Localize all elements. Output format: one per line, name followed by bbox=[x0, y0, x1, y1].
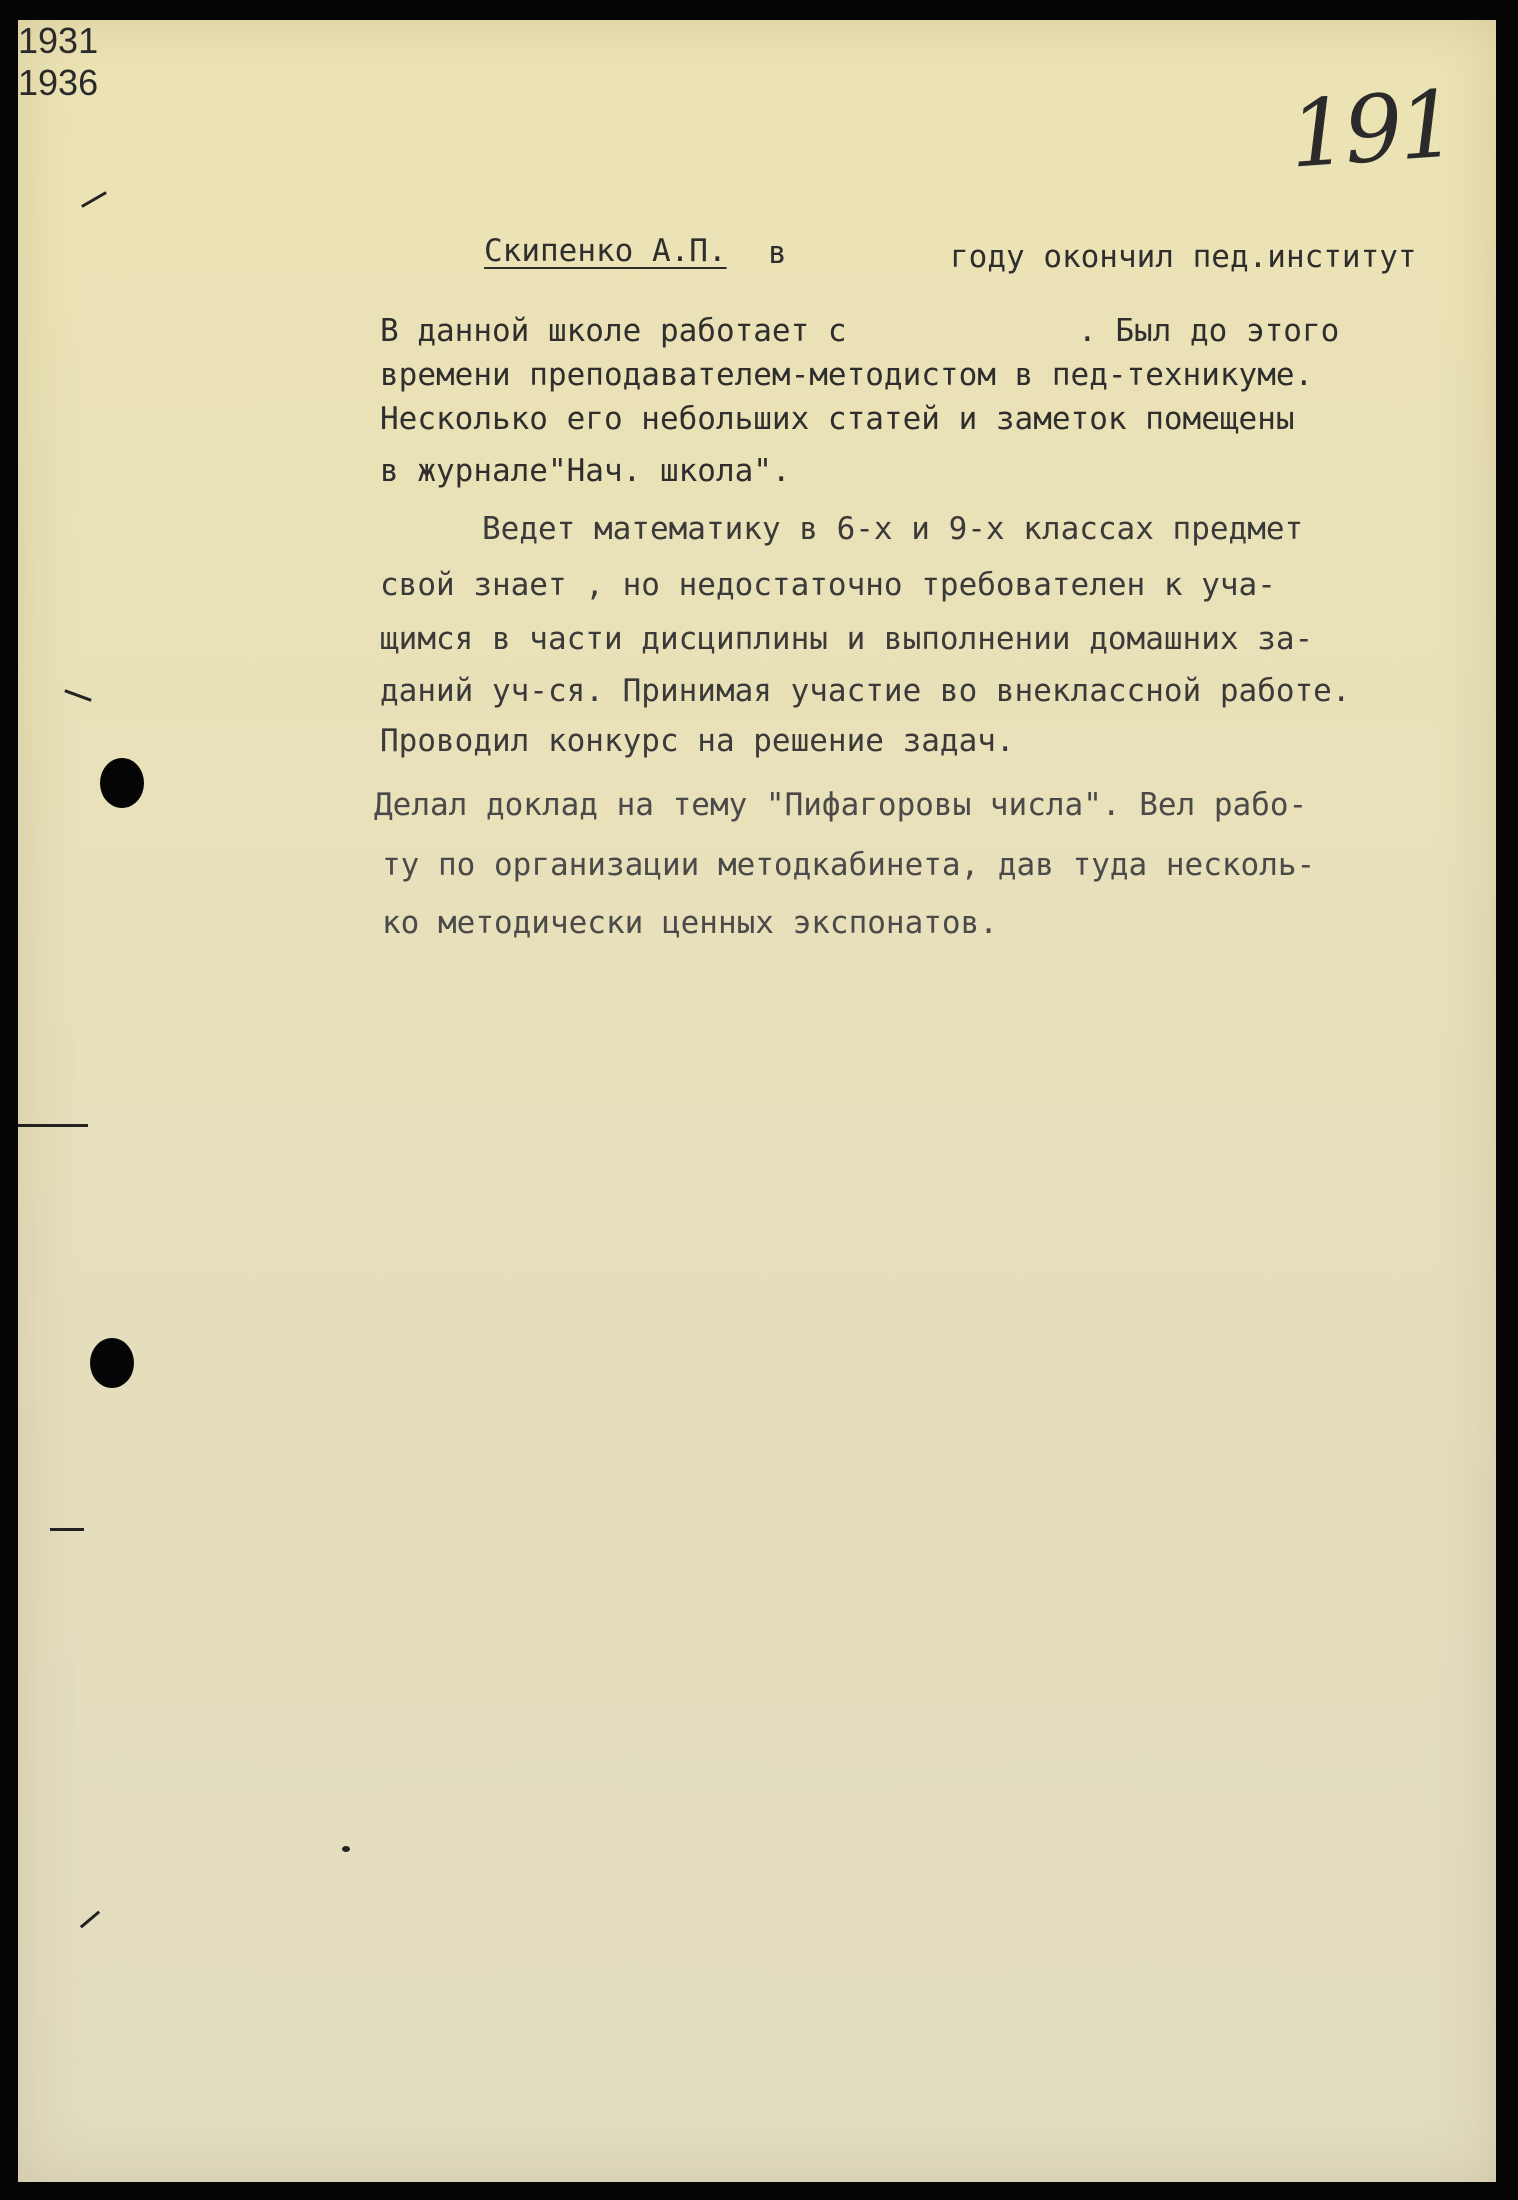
handwritten-year-started: 1936 bbox=[18, 62, 99, 103]
typed-line: Делал доклад на тему "Пифагоровы числа". Вел рабо- bbox=[374, 787, 1308, 823]
typed-line: свой знает , но недостаточно требователен к уча- bbox=[380, 567, 1276, 603]
handwritten-year-graduated: 1931 bbox=[18, 20, 99, 61]
typed-line-fragment: году окончил пед.институт bbox=[950, 239, 1417, 275]
typed-line-name: Скипенко А.П. bbox=[484, 233, 727, 269]
typed-line: в журнале"Нач. школа". bbox=[380, 453, 791, 489]
typed-line: ту по организации методкабинета, дав туда несколь- bbox=[382, 847, 1316, 883]
binding-mark bbox=[18, 1124, 88, 1127]
binding-mark bbox=[50, 1528, 84, 1531]
binding-mark bbox=[64, 689, 91, 701]
document-page bbox=[18, 20, 1496, 2182]
typed-line: Несколько его небольших статей и заметок помещены bbox=[380, 401, 1295, 437]
ink-speck bbox=[342, 1846, 350, 1852]
punch-hole-lower bbox=[90, 1338, 134, 1388]
typed-line-fragment: в bbox=[768, 235, 787, 271]
typed-line: Ведет математику в 6-х и 9-х классах предмет bbox=[482, 511, 1304, 547]
binding-mark bbox=[81, 191, 107, 208]
typed-line-fragment: В данной школе работает с bbox=[380, 313, 847, 349]
binding-mark bbox=[80, 1911, 100, 1929]
typed-line: Проводил конкурс на решение задач. bbox=[380, 723, 1015, 759]
punch-hole-upper bbox=[100, 758, 144, 808]
typed-line: щимся в части дисциплины и выполнении домашних за- bbox=[380, 621, 1314, 657]
page-number: 191 bbox=[1286, 70, 1457, 189]
typed-line: времени преподавателем-методистом в пед-техникуме. bbox=[380, 357, 1314, 393]
typed-line-fragment: . Был до этого bbox=[1078, 313, 1340, 349]
typed-line: ко методически ценных экспонатов. bbox=[382, 905, 998, 941]
typed-line: даний уч-ся. Принимая участие во внеклассной работе. bbox=[380, 673, 1351, 709]
